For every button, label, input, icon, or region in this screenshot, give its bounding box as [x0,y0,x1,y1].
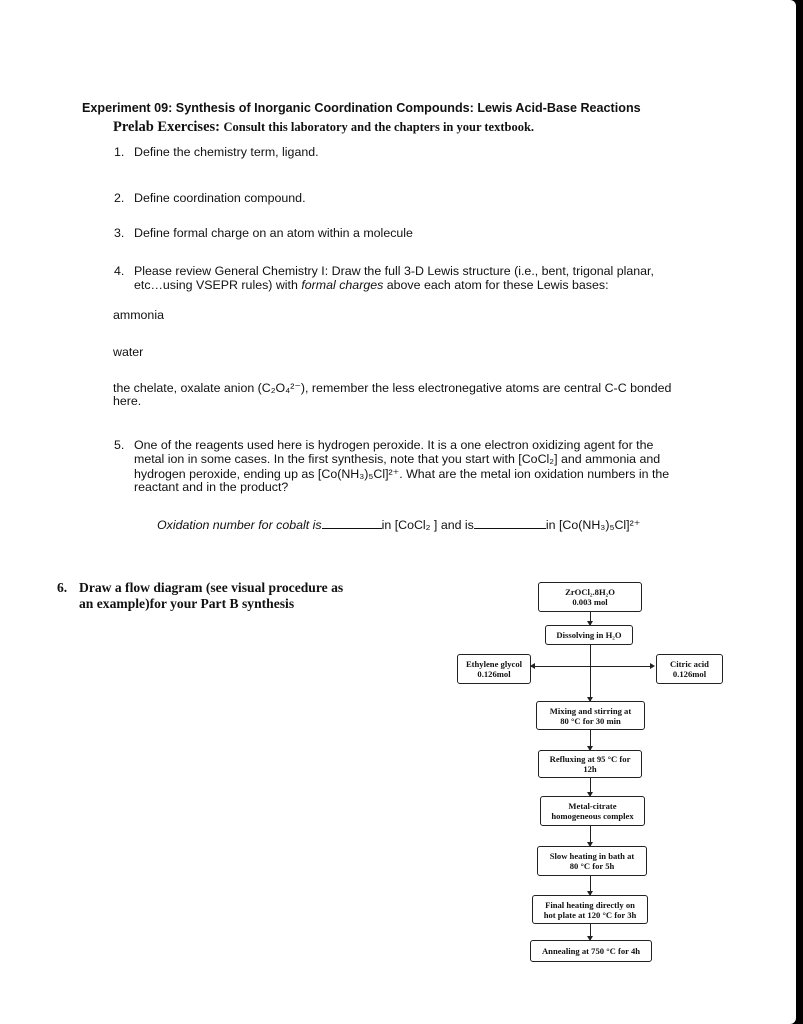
oxidation-blank-product[interactable] [474,517,546,529]
base-water: water [113,345,144,359]
chelate-line-2: here. [113,394,142,408]
prelab-label: Prelab Exercises: [113,119,220,135]
flow-box-final-heating: Final heating directly on hot plate at 120 °C for 3h [532,895,648,924]
connector-ethylene-glycol [531,666,590,667]
oxidation-label: Oxidation number for cobalt is [157,518,322,532]
flow-box-mixing: Mixing and stirring at 80 °C for 30 min [536,701,645,730]
flow-box-annealing: Annealing at 750 °C for 4h [530,940,652,962]
oxidation-blank-reactant[interactable] [322,517,382,529]
flow-box-start: ZrOCl₂.8H₂O 0.003 mol [538,582,642,612]
question-5-line-4: reactant and in the product? [134,480,289,494]
question-1: 1. Define the chemistry term, ligand. [114,145,319,159]
question-4-line-2: etc…using VSEPR rules) with formal charges above each atom for these Lewis bases: [134,278,609,292]
question-5-line-3: hydrogen peroxide, ending up as [Co(NH₃)₅Cl]²⁺. What are the metal ion oxidation numbers in the [134,467,670,481]
flow-box-citric-acid: Citric acid 0.126mol [656,654,723,684]
chelate-line-1: the chelate, oxalate anion (C₂O₄²⁻), remember the less electronegative atoms are central C-C bonded [113,381,672,395]
oxidation-mid-text: in [CoCl₂ ] and is [381,518,474,532]
arrow-to-citric-acid [650,663,655,669]
prelab-subtitle: Consult this laboratory and the chapters in your textbook. [223,120,535,134]
question-3-text: Define formal charge on an atom within a molecule [134,226,413,240]
question-2: 2. Define coordination compound. [114,191,306,205]
question-4-line-1: Please review General Chemistry I: Draw the full 3-D Lewis structure (i.e., bent, trigonal planar, [134,264,654,278]
question-1-text: Define the chemistry term, ligand. [134,145,319,159]
question-5: 5. One of the reagents used here is hydrogen peroxide. It is a one electron oxidizing agent for the [114,438,654,452]
connector-dissolve-mixing [590,645,591,701]
flow-box-ethylene-glycol: Ethylene glycol 0.126mol [457,654,531,684]
question-4: 4. Please review General Chemistry I: Draw the full 3-D Lewis structure (i.e., bent, trigonal planar, [114,264,654,278]
experiment-title: Experiment 09: Synthesis of Inorganic Coordination Compounds: Lewis Acid-Base Reactions [82,101,641,115]
question-5-line-1: One of the reagents used here is hydrogen peroxide. It is a one electron oxidizing agent for the [134,438,654,452]
flow-box-slow-heating: Slow heating in bath at 80 °C for 5h [537,846,647,876]
question-6-line-1: Draw a flow diagram (see visual procedure as [79,580,344,595]
oxidation-number-line [157,517,640,532]
formal-charges-emphasis: formal charges [301,278,384,292]
question-5-line-2: metal ion in some cases. In the first synthesis, note that you start with [CoCl₂] and ammonia and [134,452,661,466]
base-ammonia: ammonia [113,308,164,322]
question-6-line-2: an example)for your Part B synthesis [79,596,295,611]
flow-box-refluxing: Refluxing at 95 °C for 12h [538,750,642,778]
connector-citric-acid [590,666,652,667]
prelab-heading [113,119,534,136]
question-6: 6. Draw a flow diagram (see visual procedure as [57,580,344,595]
flow-box-dissolving: Dissolving in H₂O [545,625,633,645]
question-2-text: Define coordination compound. [134,191,306,205]
question-3: 3. Define formal charge on an atom within a molecule [114,226,413,240]
oxidation-end-text: in [Co(NH₃)₅Cl]²⁺ [545,518,641,532]
flow-box-metal-citrate: Metal-citrate homogeneous complex [540,796,645,826]
